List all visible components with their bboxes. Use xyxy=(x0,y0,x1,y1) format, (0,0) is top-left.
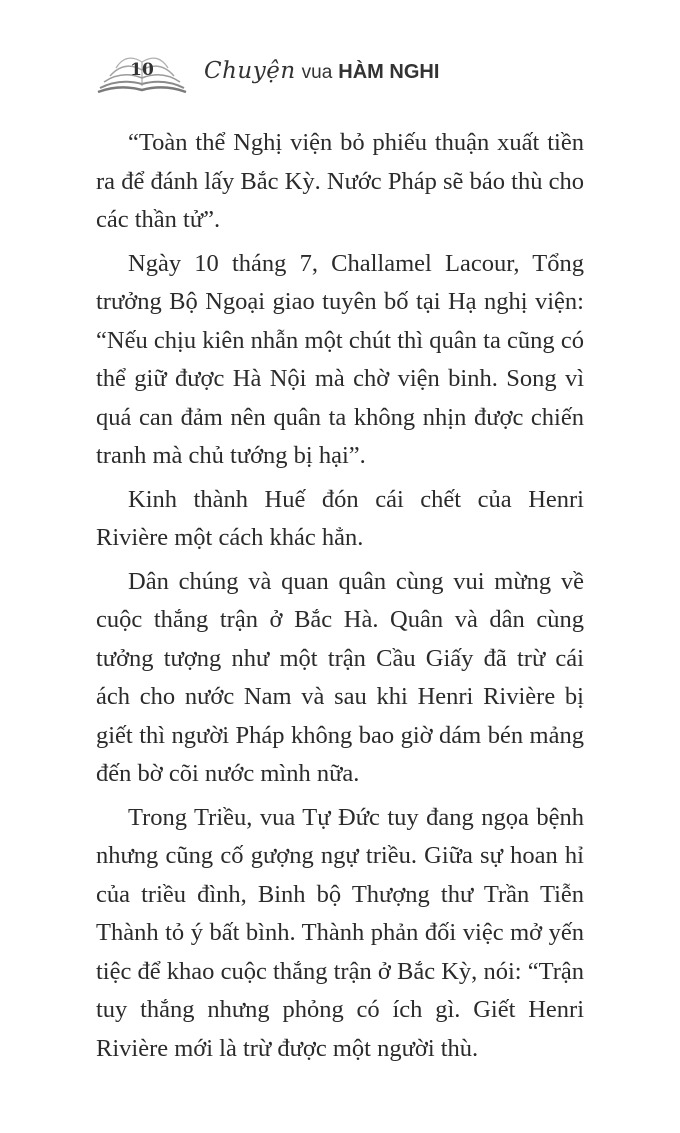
running-title xyxy=(204,58,439,84)
paragraph: “Toàn thể Nghị viện bỏ phiếu thuận xuất tiền ra để đánh lấy Bắc Kỳ. Nước Pháp sẽ báo thù cho các thần tử”. xyxy=(96,129,584,233)
page-header xyxy=(96,48,616,98)
paragraph: Dân chúng và quan quân cùng vui mừng về cuộc thắng trận ở Bắc Hà. Quân và dân cùng tưởng tượng như một trận Cầu Giấy đã trừ cái ách cho nước Nam và sau khi Henri Rivière bị giết thì người Pháp không bao giờ dám bén mảng đến bờ cõi nước mình nữa. xyxy=(96,567,584,787)
paragraph: Trong Triều, vua Tự Đức tuy đang ngọa bệnh nhưng cũng cố gượng ngự triều. Giữa sự hoan hỉ của triều đình, Binh bộ Thượng thư Trần Tiễn Thành tỏ ý bất bình. Thành phản đối việc mở yến tiệc để khao cuộc thắng trận ở Bắc Kỳ, nói: “Trận tuy thắng nhưng phỏng có ích gì. Giết Henri Rivière mới là trừ được một người thù. xyxy=(96,803,584,1062)
running-title-small: vua xyxy=(301,62,333,83)
page-number: 10 xyxy=(130,60,154,80)
running-title-caps: HÀM NGHI xyxy=(338,61,440,83)
page-body xyxy=(96,124,584,1073)
paragraph: Ngày 10 tháng 7, Challamel Lacour, Tổng trưởng Bộ Ngoại giao tuyên bố tại Hạ nghị viện: “Nếu chịu kiên nhẫn một chút thì quân ta cũng có thể giữ được Hà Nội mà chờ viện binh. Song vì quá can đảm nên quân ta không nhịn được chiến tranh mà chủ tướng bị hại”. xyxy=(96,249,584,469)
running-title-script: Chuyện xyxy=(204,58,296,84)
paragraph: Kinh thành Huế đón cái chết của Henri Rivière một cách khác hẳn. xyxy=(96,485,584,551)
